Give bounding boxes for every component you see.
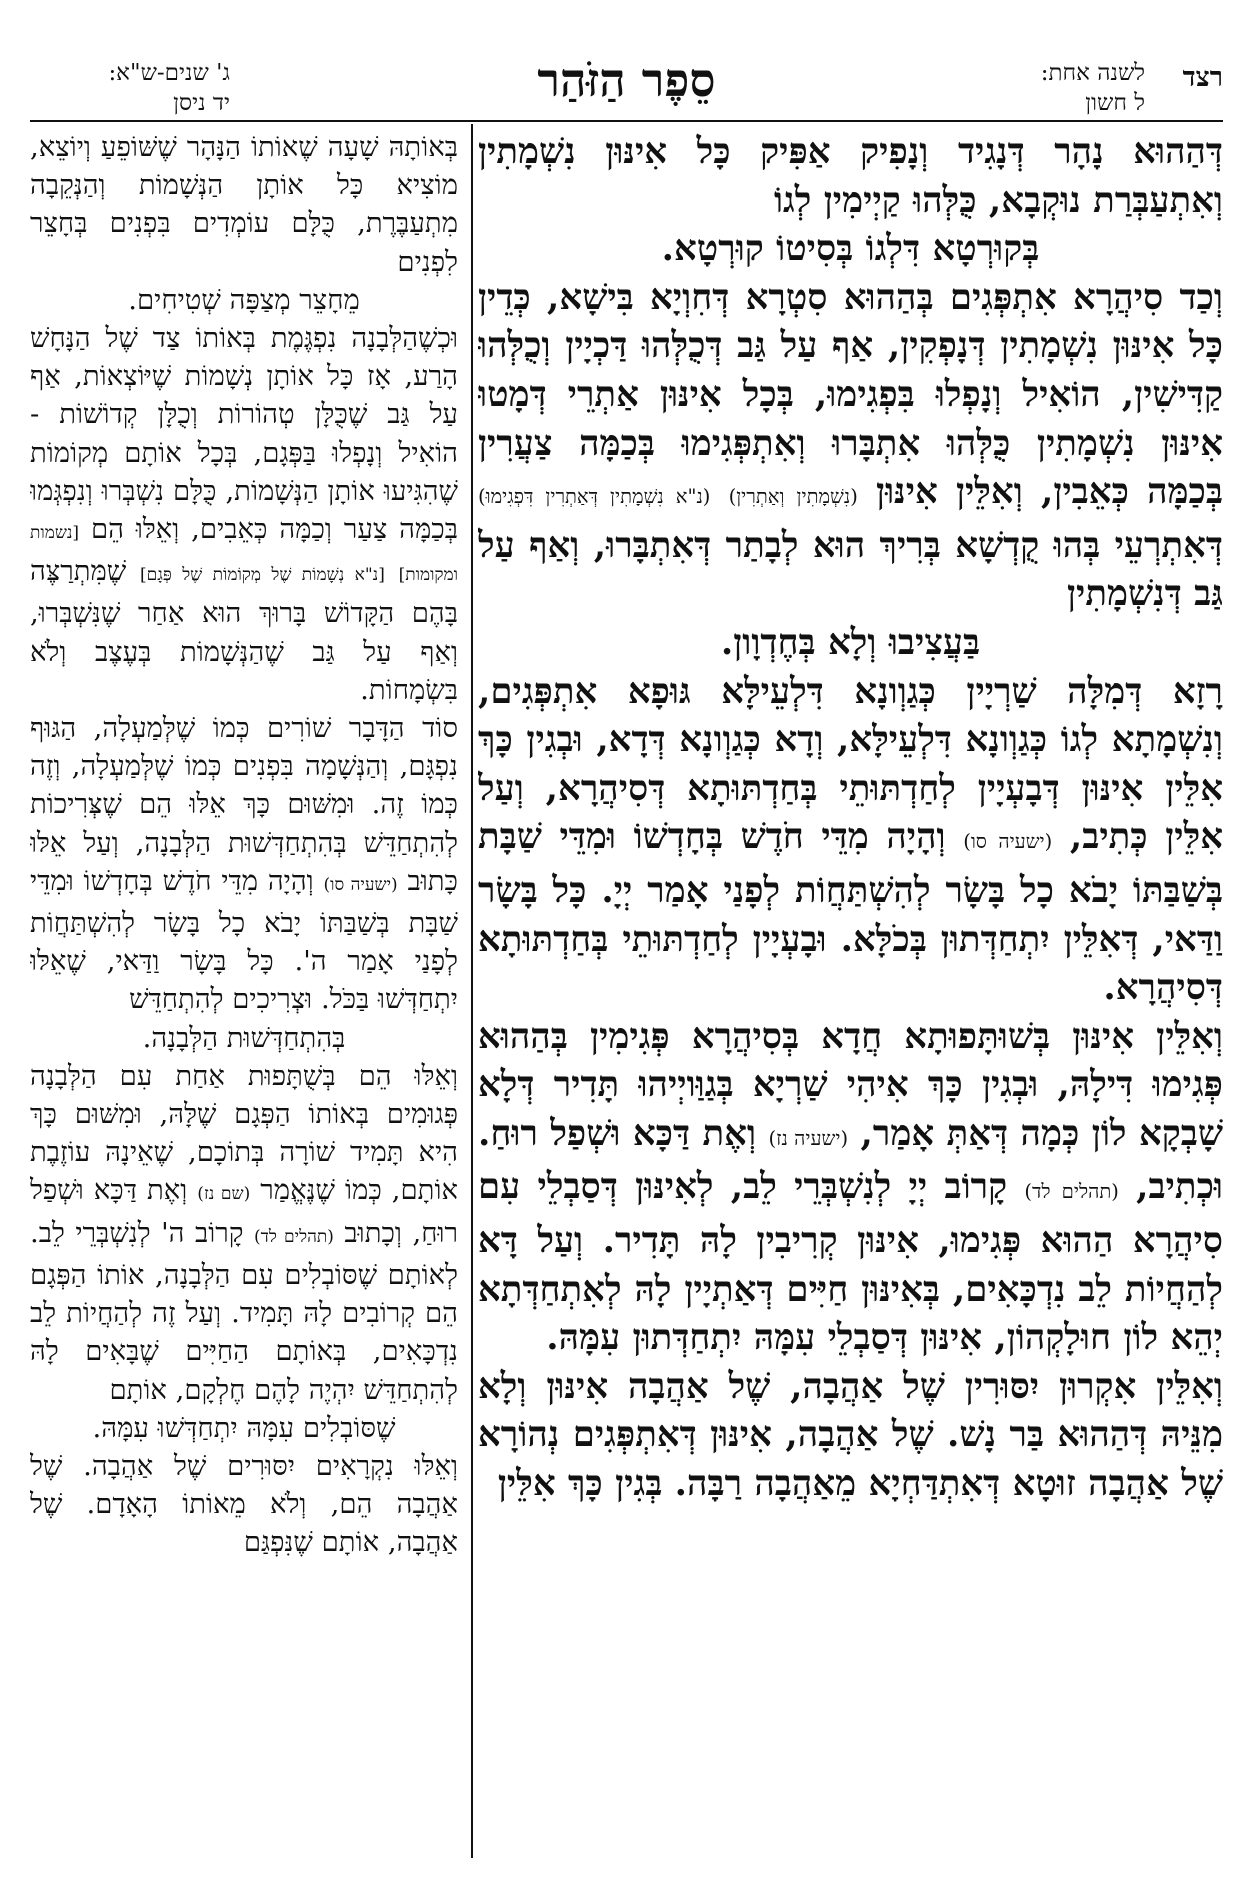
text-run: שֶׁסּוֹבְלִים עִמָּהּ יִתְחַדְּשׁוּ עִמָּהּ. xyxy=(92,1411,396,1444)
text-run: דְּאִתְרְעֵי בְּהוּ קֻדְשָׁא בְּרִיךְ הוּא לְבָתַר דְּאִתְבָּרוּ, וְאַף עַל גַּב דְּנִשְׁמָתִין xyxy=(478,524,1223,615)
paragraph xyxy=(478,274,1223,619)
text-run: בַּעֲצִיבוּ וְלָא בְּחֶדְוָון. xyxy=(720,621,981,663)
book-title: סֵפֶר הַזֹּהַר xyxy=(537,53,716,107)
text-run: בְּאוֹתָהּ שָׁעָה שֶׁאוֹתוֹ הַנָּהָר שֶׁשּׁוֹפֵעַ וְיוֹצֵא, מוֹצִיא כָּל אוֹתָן הַנְּשָׁמוֹת וְהַנְּקֵבָה מִתְעַבֶּרֶת, כֻּלָּם עוֹמְדִים בִּפְנִים בְּחָצֵר לִפְנִים xyxy=(30,131,458,278)
text-run: בְּהִתְחַדְּשׁוּת הַלְּבָנָה. xyxy=(142,1021,346,1054)
text-run: וְאֵלּוּ הֵם בְּשֻׁתָּפוּת אַחַת עִם הַלְּבָנָה פְּגוּמִים בְּאוֹתוֹ הַפְּגָם שֶׁלָּהּ, וּמִשּׁוּם כָּךְ הִיא תָּמִיד שׁוֹרָה בְּתוֹכָם, שֶׁאֵינָהּ עוֹזֶבֶת אוֹתָם, כְּמוֹ שֶׁנֶּאֱמַר xyxy=(30,1059,458,1207)
text-run: וְהָיָה מִדֵּי חֹדֶשׁ בְּחָדְשׁוֹ וּמִדֵּי שַׁבָּת בְּשַׁבַּתּוֹ יָבֹא כָל בָּשָׂר לְהִשְׁתַּחֲוֹת לְפָנַי אָמַר יְיָ. כָּל בָּשָׂר וַדַּאי, דְּאִלֵּין יִתְחַדְּתוּן בְּכֹלָּא. וּבָעְיָין לְחַדְתּוּתֵי בְּחַדְתּוּתָא דְּסִיהֲרָא. xyxy=(478,816,1223,1009)
column-divider xyxy=(471,124,473,1858)
text-run: וְאֵלּוּ נִקְרָאִים יִסּוּרִים שֶׁל אַהֲבָה. שֶׁל אַהֲבָה הֵם, וְלֹא מֵאוֹתוֹ הָאָדָם. שֶׁל אַהֲבָה, אוֹתָם שֶׁנִּפְגַּם xyxy=(30,1449,458,1559)
paragraph xyxy=(478,1363,1223,1509)
paragraph xyxy=(30,1447,458,1562)
text-run: וְכַד סִיהֲרָא אִתְפְּגִים בְּהַהוּא סִטְרָא דְּחִוְיָא בִּישָׁא, כְּדֵין כָּל אִינּוּן נִשְׁמָתִין דְּנָפְקִין, אַף עַל גַּב דְּכֻלְּהוּ דַּכְיָין וְכֻלְּהוּ קַדִּישִׁין, הוֹאִיל וְנָפְלוּ בִּפְגִימוּ, בְּכָל אִינּוּן אַתְרֵי דְּמָטוּ אִינּוּן נִשְׁמָתִין כֻּלְּהוּ אִתְבָּרוּ וְאִתְפְּגִימוּ בְּכַמָּה צַעֲרִין בְּכַמָּה כְּאֵבִין, וְאִלֵּין אִינּוּן xyxy=(478,276,1223,513)
aramaic-text-column xyxy=(478,128,1223,1858)
paragraph xyxy=(30,1409,458,1447)
variant-note: (נִשְׁמָתִין וְאַתְרִין) xyxy=(728,485,858,509)
paragraph xyxy=(30,1057,458,1409)
paragraph xyxy=(30,1019,458,1057)
paragraph xyxy=(478,225,1223,274)
schedule-one-year: לשנה אחת: xyxy=(1040,60,1145,86)
paragraph xyxy=(478,1013,1223,1363)
schedule-one-year-date: ל חשון xyxy=(1085,90,1145,116)
verse-reference: (שם נז) xyxy=(197,1184,251,1205)
reading-schedule-left xyxy=(30,58,230,118)
paragraph xyxy=(30,281,458,319)
text-run: קָרוֹב יְיָ לְנִשְׁבְּרֵי לֵב, לְאִינּוּן דְּסַבְלֵי עִם סִיהֲרָא הַהוּא פְּגִימוּ, אִינּוּן קְרִיבִין לָהּ תָּדִיר. וְעַל דָּא לְהַחֲיוֹת לֵב נִדְכָּאִים, בְּאִינּוּן חַיִּים דְּאַתְיָין לָהּ לְאִתְחַדְּתָא יְהֵא לוֹן חוּלָקְהוֹן, אִינּוּן דְּסַבְלֵי עִמָּהּ יִתְחַדְּתוּן עִמָּהּ. xyxy=(478,1166,1223,1359)
variant-note: [נשמות ומקומות] xyxy=(30,523,458,586)
verse-reference: (תהלים לד) xyxy=(254,1226,334,1247)
header-rule xyxy=(30,120,1223,122)
schedule-three-years: ג' שנים-ש"א: xyxy=(108,60,230,86)
text-run: וּכְשֶׁהַלְּבָנָה נִפְגֶּמֶת בְּאוֹתוֹ צַד שֶׁל הַנָּחָשׁ הָרַע, אָז כָּל אוֹתָן נְשָׁמוֹת שֶׁיּוֹצְאוֹת, אַף עַל גַּב שֶׁכֻּלָּן טְהוֹרוֹת וְכֻלָּן קְדוֹשׁוֹת - הוֹאִיל וְנָפְלוּ בַּפְּגָם, בְּכָל אוֹתָם מְקוֹמוֹת שֶׁהִגִּיעוּ אוֹתָן הַנְּשָׁמוֹת, כֻּלָּם נִשְׁבְּרוּ וְנִפְגְּמוּ בְּכַמָּה צַעַר וְכַמָּה כְּאֵבִים, וְאֵלּוּ הֵם xyxy=(30,322,458,546)
page-number: רצד xyxy=(1182,62,1223,93)
verse-reference: (ישעיה נז) xyxy=(768,1126,849,1150)
text-run: שֶׁמִּתְרַצֶּה בָּהֶם הַקָּדוֹשׁ בָּרוּךְ הוּא אַחַר שֶׁנִּשְׁבְּרוּ, וְאַף עַל גַּב שֶׁהַנְּשָׁמוֹת בְּעֶצֶב וְלֹא בִּשְׂמָחוֹת. xyxy=(30,555,458,706)
text-run: וְאִלֵּין אִינּוּן בְּשׁוּתָּפוּתָא חֲדָא בְּסִיהֲרָא פְּגִימִין בְּהַהוּא פְּגִימוּ דִּילָהּ, וּבְגִין כָּךְ אִיהִי שַׁרְיָא בְּגַוַּויְיהוּ תָּדִיר דְּלָא שָׁבְקָא לוֹן כְּמָה דְּאַתְּ אָמַר, xyxy=(478,1015,1223,1154)
verse-reference: (ישעיה סו) xyxy=(963,830,1053,854)
schedule-three-years-date: יד ניסן xyxy=(173,90,230,116)
hebrew-translation-column xyxy=(30,128,458,1858)
variant-note: [נ"א נְשָׁמוֹת שֶׁל מְקוֹמוֹת שֶׁל פְּגָם] xyxy=(140,565,385,586)
paragraph xyxy=(478,128,1223,225)
variant-note: (נ"א נִשְׁמָתִין דְּאַתְרִין דִּפְגִימוּ) xyxy=(478,485,711,509)
paragraph xyxy=(478,619,1223,668)
text-run: דְּהַהוּא נָהָר דְּנָגִיד וְנָפִיק אַפִּיק כָּל אִינּוּן נִשְׁמָתִין וְאִתְעַבְּרַת נוּקְבָא, כֻּלְּהוּ קַיְימִין לְגוֹ xyxy=(478,131,1223,221)
text-run: סוֹד הַדָּבָר שׁוֹרִים כְּמוֹ שֶׁלְּמַעְלָה, הַגּוּף נִפְגָּם, וְהַנְּשָׁמָה בִּפְנִים כְּמוֹ שֶׁלְּמַעְלָה, וְזֶה כְּמוֹ זֶה. וּמִשּׁוּם כָּךְ אֵלּוּ הֵם שֶׁצְּרִיכוֹת לְהִתְחַדֵּשׁ בְּהִתְחַדְּשׁוּת הַלְּבָנָה, וְעַל אֵלּוּ כָּתוּב xyxy=(30,712,458,897)
text-run: וְאִלֵּין אִקְרוּן יִסּוּרִין שֶׁל אַהֲבָה, שֶׁל אַהֲבָה אִינּוּן וְלָא מִנֵּיהּ דְּהַהוּא בַּר נָשׁ. שֶׁל אַהֲבָה, אִינּוּן דְּאִתְפְּגִים נְהוֹרָא שֶׁל אַהֲבָה זוּטָא דְּאִתְדַּחְיָא מֵאַהֲבָה רַבָּה. בְּגִין כָּךְ אִלֵּין xyxy=(478,1365,1223,1505)
paragraph xyxy=(30,319,458,709)
text-run: וְאֶת דַּכָּא וּשְׁפַל רוּחַ, וְכָתוּב xyxy=(30,1174,458,1249)
paragraph xyxy=(30,709,458,1019)
text-run: בְּקוּרְטָא דִּלְגוֹ בְּסִיטוֹ קוּרְטָא. xyxy=(661,228,1040,270)
paragraph xyxy=(30,128,458,281)
text-run: וְהָיָה מִדֵּי חֹדֶשׁ בְּחָדְשׁוֹ וּמִדֵּי שַׁבָּת בְּשַׁבַּתּוֹ יָבֹא כָל בָּשָׂר לְהִשְׁתַּחֲוֹת לְפָנַי אָמַר ה'. כָּל בָּשָׂר וַדַּאי, שֶׁאֵלּוּ יִתְחַדְּשׁוּ בַּכֹּל. וּצְרִיכִים לְהִתְחַדֵּשׁ xyxy=(30,864,458,1016)
verse-reference: (תהלים לד) xyxy=(1024,1180,1119,1204)
text-run: מֵחָצֵר מְצַפָּה שְׁטִיחִים. xyxy=(128,283,360,316)
verse-reference: (ישעיה סו) xyxy=(323,874,398,895)
text-run: רָזָא דְּמִלָּה שַׁרְיָין כְּגַוְונָא דִּלְעֵילָּא גּוּפָא אִתְפְּגִים, וְנִשְׁמָתָא לְגוֹ כְּגַוְונָא דִּלְעֵילָּא, וְדָא כְּגַוְונָא דְּדָא, וּבְגִין כָּךְ אִלֵּין אִינּוּן דְּבָעְיָין לְחַדְתּוּתֵי בְּחַדְתּוּתָא דְּסִיהֲרָא, וְעַל אִלֵּין כְּתִיב, xyxy=(478,670,1223,858)
text-run: וְאֶת דַּכָּא וּשְׁפַל רוּחַ. וּכְתִיב, xyxy=(478,1112,1223,1208)
text-run: קָרוֹב ה' לְנִשְׁבְּרֵי לֵב. לְאוֹתָם שֶׁסּוֹבְלִים עִם הַלְּבָנָה, אוֹתוֹ הַפְּגָם הֵם קְרוֹבִים לָהּ תָּמִיד. וְעַל זֶה לְהַחֲיוֹת לֵב נִדְכָּאִים, בְּאוֹתָם הַחַיִּים שֶׁבָּאִים לָהּ לְהִתְחַדֵּשׁ יִהְיֶה לָהֶם חֶלְקָם, אוֹתָם xyxy=(30,1216,458,1406)
paragraph xyxy=(478,668,1223,1013)
